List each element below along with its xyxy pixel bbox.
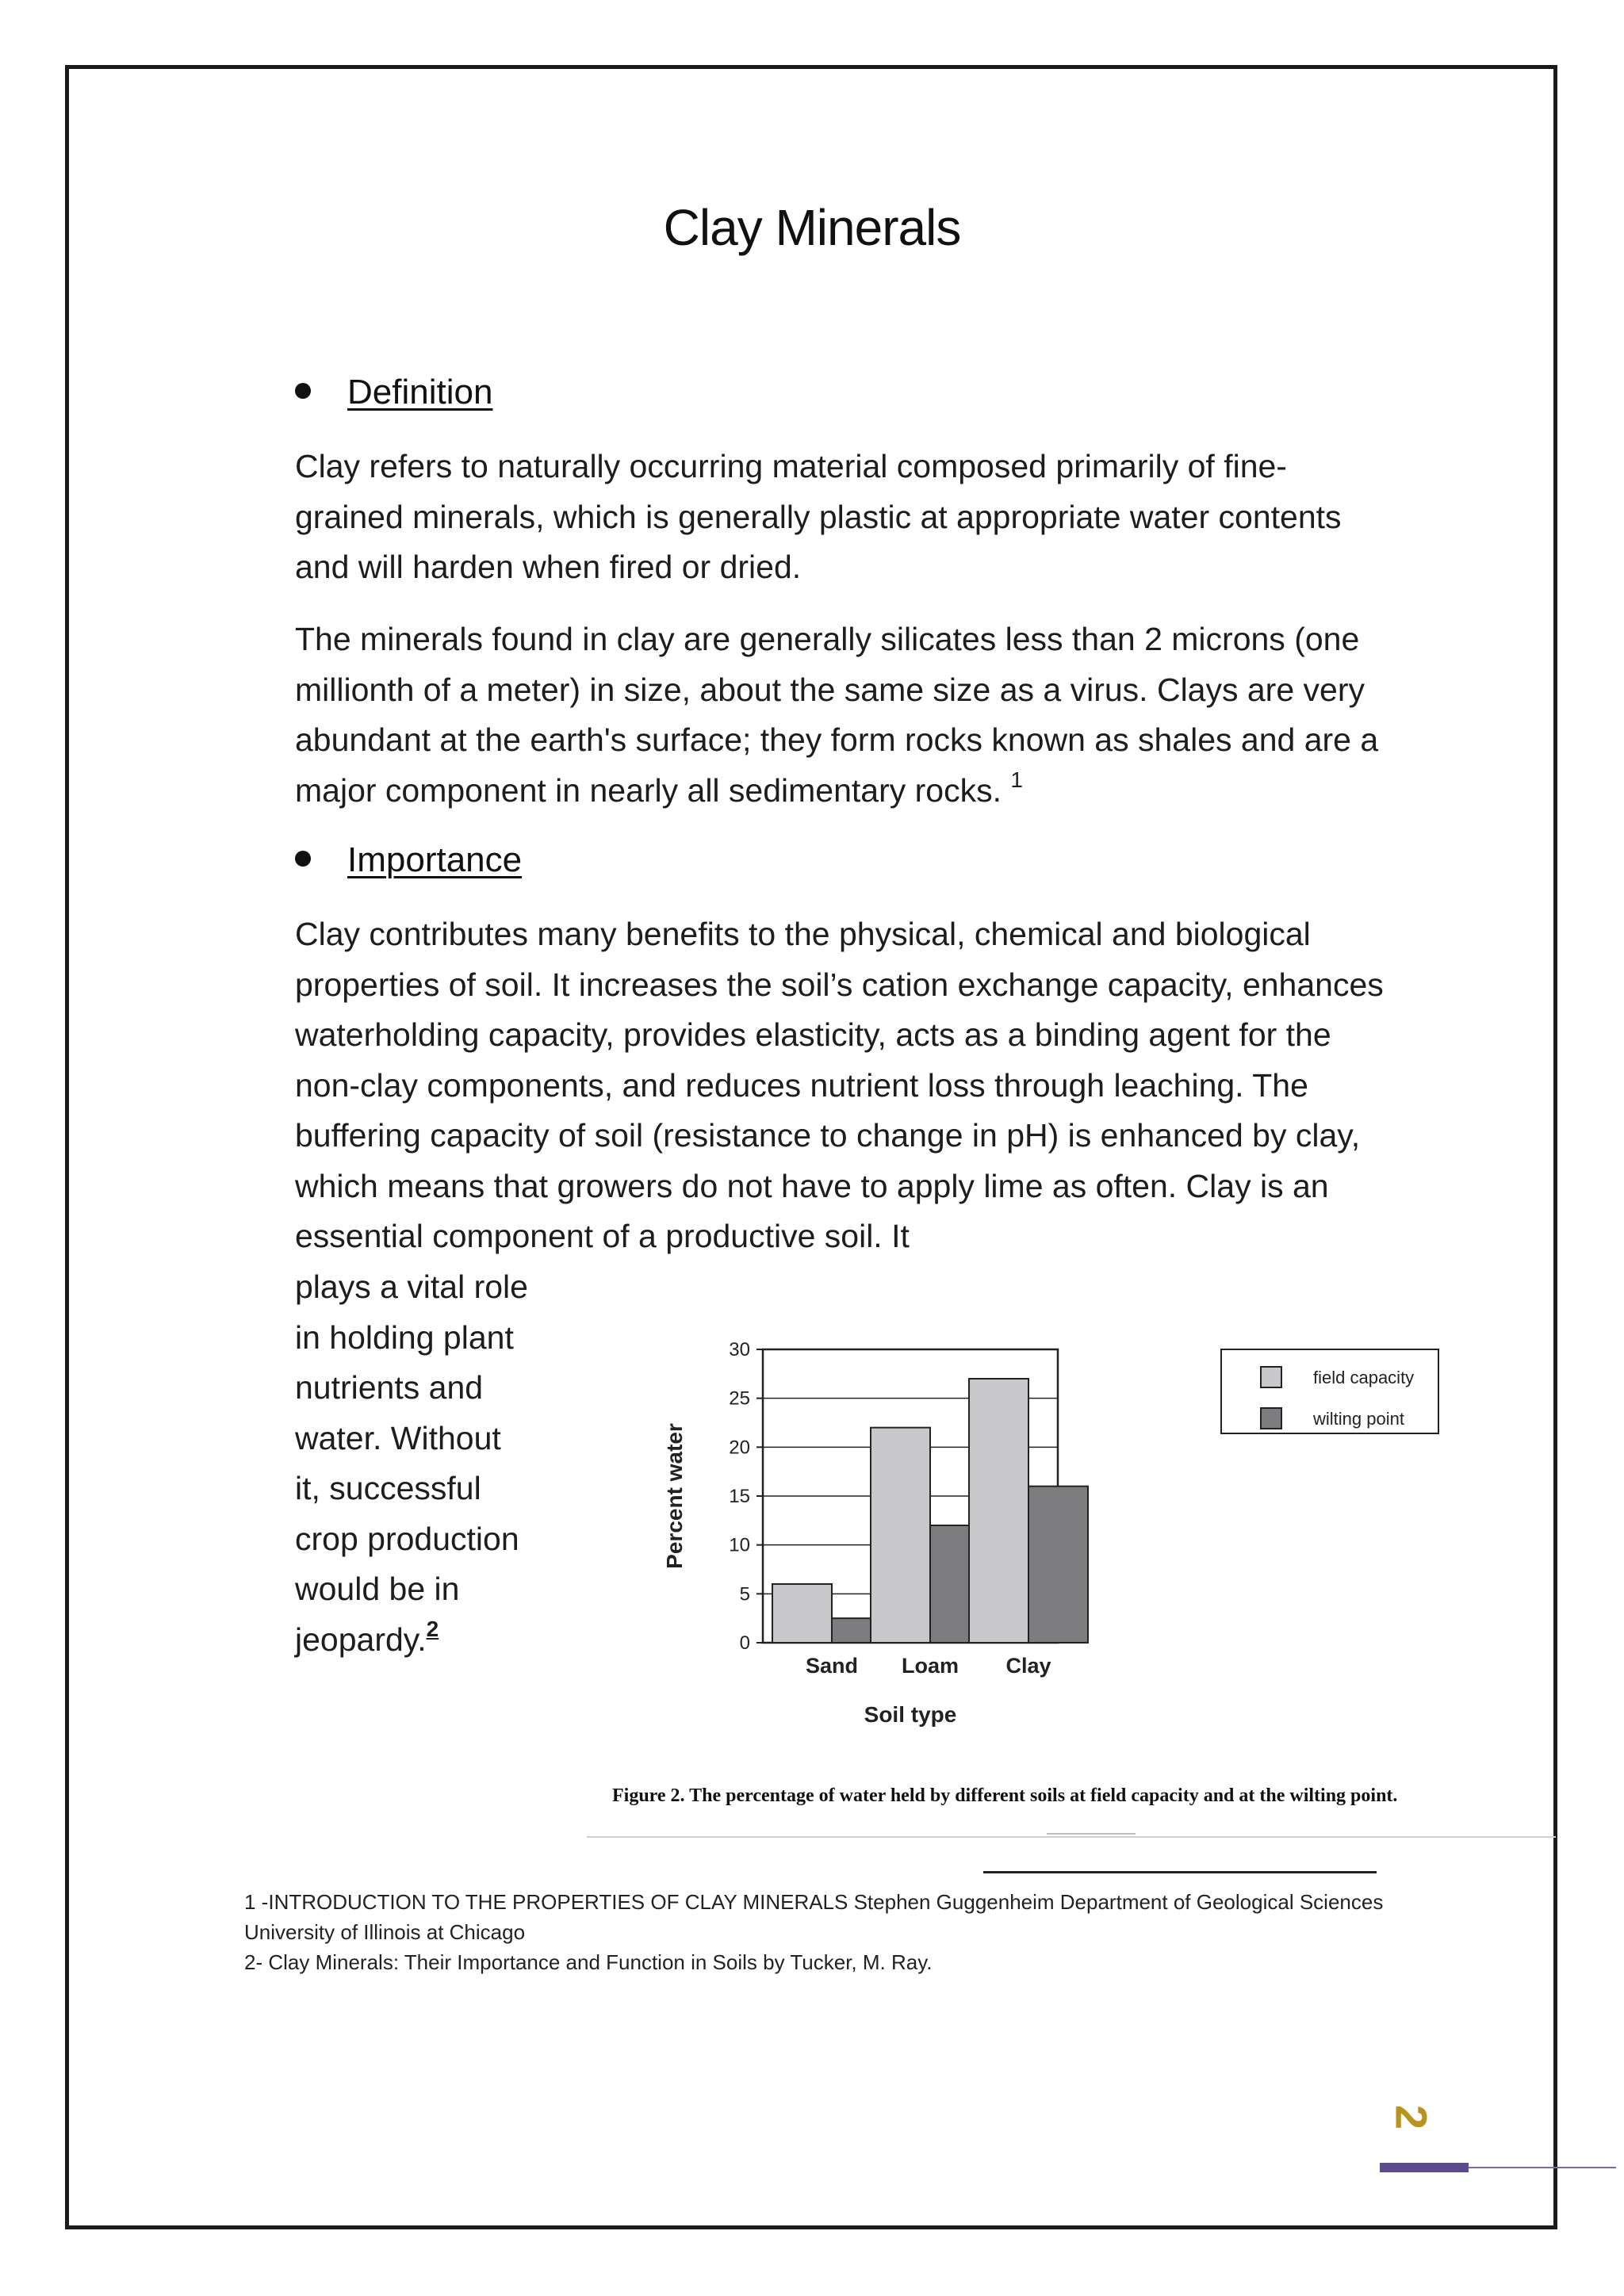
figure-caption: Figure 2. The percentage of water held by different soils at field capacity and at the wilting point. bbox=[612, 1785, 1398, 1806]
legend-swatch bbox=[1261, 1367, 1281, 1387]
y-axis-label: Percent water bbox=[662, 1423, 687, 1569]
importance-wrap-text bbox=[295, 1262, 557, 1665]
x-tick-label: Loam bbox=[901, 1654, 959, 1678]
y-tick-label: 10 bbox=[729, 1534, 750, 1556]
y-tick-label: 30 bbox=[729, 1339, 750, 1360]
soil-water-bar-chart bbox=[650, 1316, 1443, 1744]
page-number: 2 bbox=[1386, 2104, 1437, 2130]
legend-label: field capacity bbox=[1313, 1368, 1415, 1387]
y-tick-label: 0 bbox=[739, 1632, 750, 1654]
footnote-ref-2: 2 bbox=[426, 1616, 439, 1641]
caption-divider bbox=[587, 1836, 1556, 1838]
y-tick-label: 20 bbox=[729, 1437, 750, 1459]
x-axis-label: Soil type bbox=[864, 1702, 957, 1727]
footnote-2: 2- Clay Minerals: Their Importance and Function in Soils by Tucker, M. Ray. bbox=[244, 1950, 933, 1974]
y-tick-label: 25 bbox=[729, 1387, 750, 1410]
importance-paragraph: Clay contributes many benefits to the physical, chemical and biological properties of soil. It increases the soil’s cation exchange capacity, enhances waterholding capacity, provides elasticity, acts as a binding agent for the non-clay components, and reduces nutrient loss through leaching. The buffering capacity of soil (resistance to change in pH) is enhanced by clay, which means that growers do not have to apply lime as often. Clay is an essential component of a productive soil. It bbox=[295, 916, 1384, 1254]
x-tick-label: Sand bbox=[805, 1654, 859, 1678]
wrap-line: in holding plant bbox=[295, 1318, 514, 1356]
bullet-icon bbox=[295, 383, 311, 399]
bar-clay-field-capacity bbox=[969, 1379, 1028, 1643]
importance-heading: Importance bbox=[295, 840, 522, 880]
footnote-ref-1: 1 bbox=[1010, 767, 1023, 792]
x-tick-label: Clay bbox=[1005, 1654, 1051, 1678]
bullet-icon bbox=[295, 851, 311, 867]
wrap-line: would be in bbox=[295, 1571, 460, 1607]
bar-clay-wilting-point bbox=[1028, 1487, 1088, 1643]
wrap-line: crop production bbox=[295, 1520, 519, 1557]
wrap-line: jeopardy.$^2$ bbox=[295, 1616, 439, 1658]
footnotes bbox=[244, 1887, 1394, 1977]
wrap-line: water. Without bbox=[295, 1419, 501, 1456]
caption-underline bbox=[1047, 1833, 1136, 1835]
definition-heading: Definition bbox=[295, 373, 492, 412]
definition-paragraph-1: Clay refers to naturally occurring material composed primarily of fine-grained minerals, which is generally plastic at appropriate water contents and will harden when fired or dried. bbox=[295, 448, 1342, 585]
definition-paragraph-2: The minerals found in clay are generally silicates less than 2 microns (one millionth of a meter) in size, about the same size as a virus. Clays are very abundant at the earth's surface; they form rocks known as shales and are a major component in nearly all sedimentary rocks. $^1$ bbox=[295, 621, 1379, 809]
legend-label: wilting point bbox=[1313, 1409, 1404, 1429]
page-number-line bbox=[1469, 2167, 1616, 2168]
wrap-line: plays a vital role bbox=[295, 1269, 528, 1305]
page-title: Clay Minerals bbox=[663, 199, 961, 256]
bar-loam-field-capacity bbox=[871, 1428, 930, 1643]
wrap-line: it, successful bbox=[295, 1470, 481, 1506]
y-tick-label: 5 bbox=[739, 1583, 750, 1605]
footnote-1: 1 -INTRODUCTION TO THE PROPERTIES OF CLAY MINERALS Stephen Guggenheim Department of Geological Sciences University of Illinois at Chicago bbox=[244, 1890, 1384, 1944]
legend-swatch bbox=[1261, 1408, 1281, 1429]
bar-sand-field-capacity bbox=[772, 1584, 832, 1643]
footnote-separator bbox=[983, 1871, 1377, 1873]
page-number-bar bbox=[1380, 2163, 1469, 2172]
wrap-line: nutrients and bbox=[295, 1369, 484, 1406]
y-tick-label: 15 bbox=[729, 1486, 750, 1507]
